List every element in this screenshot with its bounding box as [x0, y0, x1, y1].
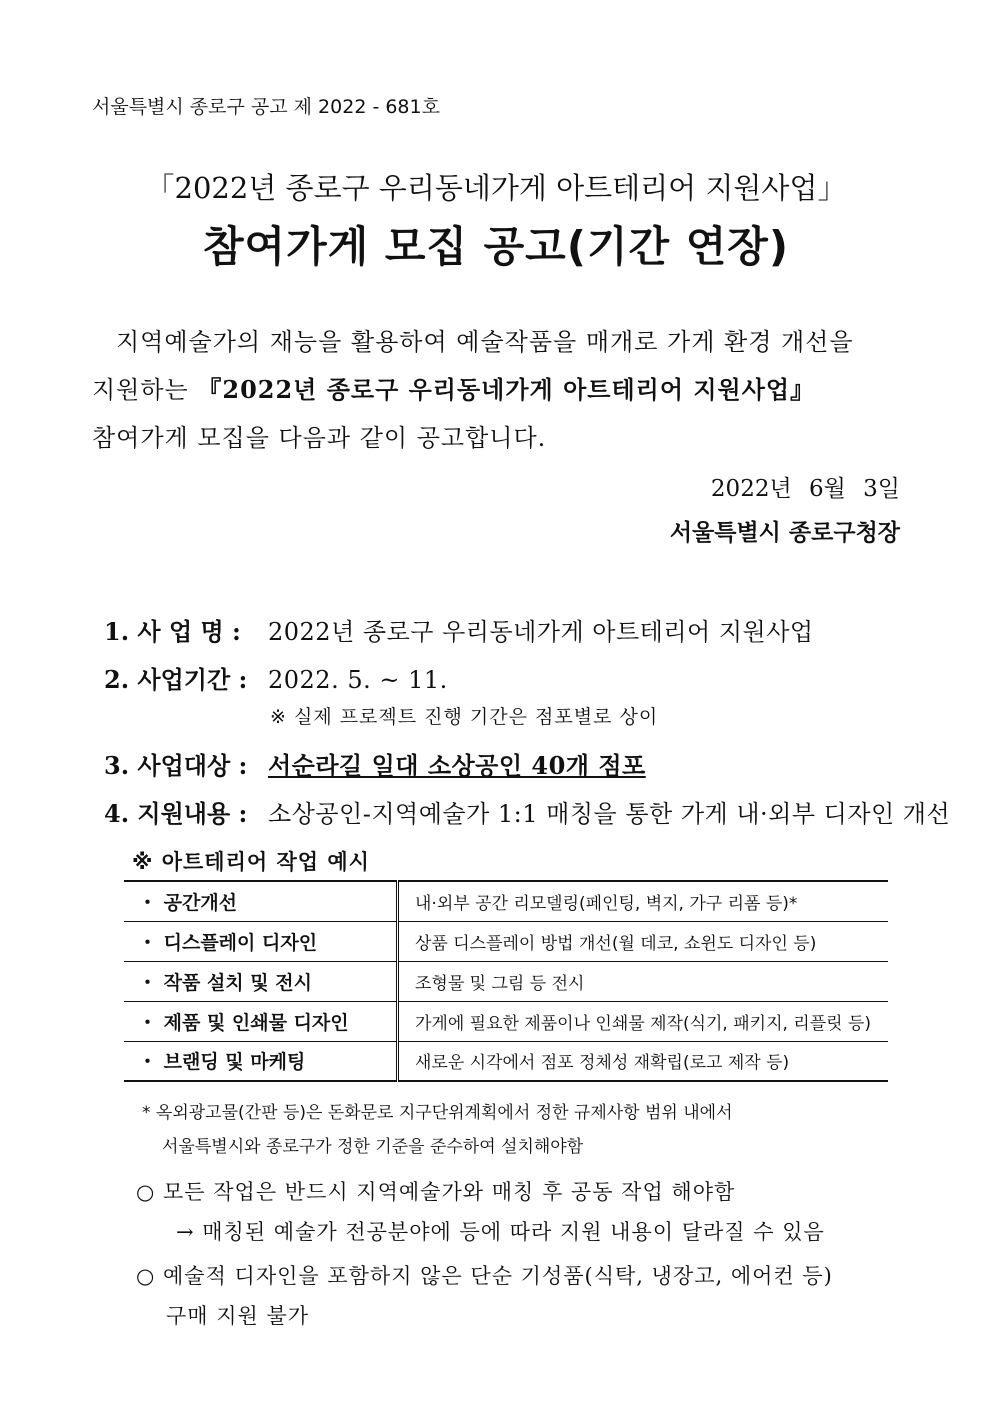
item-project-name: [104, 612, 814, 647]
note-readymade-excluded-cont: 구매 지원 불가: [166, 1304, 310, 1328]
example-detail: 가게에 필요한 제품이나 인쇄물 제작(식기, 패키지, 리플릿 등): [398, 1001, 889, 1041]
item-label: 2. 사업기간 :: [104, 665, 248, 694]
example-category: ・ 공간개선: [124, 881, 398, 921]
example-category: ・ 브랜딩 및 마케팅: [124, 1041, 398, 1081]
example-table: [124, 880, 888, 1082]
example-detail: 상품 디스플레이 방법 개선(월 데코, 쇼윈도 디자인 등): [398, 921, 889, 961]
item-value: 2022년 종로구 우리동네가게 아트테리어 지원사업: [268, 618, 814, 646]
intro-line-2: [92, 370, 815, 405]
table-row: [124, 1001, 888, 1041]
item-value: 소상공인-지역예술가 1:1 매칭을 통한 가게 내·외부 디자인 개선: [268, 800, 951, 828]
item-support-content: [104, 794, 950, 829]
announcement-date: 2022년 6월 3일: [710, 476, 900, 502]
item-project-period: [104, 660, 448, 695]
example-section-title: ※ 아트테리어 작업 예시: [132, 850, 370, 874]
example-detail: 내·외부 공간 리모델링(페인팅, 벽지, 가구 리폼 등)*: [398, 881, 889, 921]
title-line-1: 「2022년 종로구 우리동네가게 아트테리어 지원사업」: [145, 171, 847, 205]
item-project-target: [104, 746, 646, 781]
example-detail: 조형물 및 그림 등 전시: [398, 961, 889, 1001]
footnote-line-2: 서울특별시와 종로구가 정한 기준을 준수하여 설치해야함: [162, 1137, 584, 1157]
table-row: [124, 921, 888, 961]
table-row: [124, 881, 888, 921]
page-title: 참여가게 모집 공고(기간 연장): [202, 222, 790, 271]
note-readymade-excluded: ○ 예술적 디자인을 포함하지 않은 단순 기성품(식탁, 냉장고, 에어컨 등): [136, 1264, 833, 1288]
example-category: ・ 디스플레이 디자인: [124, 921, 398, 961]
period-note: ※ 실제 프로젝트 진행 기간은 점포별로 상이: [270, 706, 659, 728]
intro-project-name: 『2022년 종로구 우리동네가게 아트테리어 지원사업』: [197, 375, 816, 404]
intro-line-2-prefix: 지원하는: [92, 376, 198, 404]
table-row: [124, 961, 888, 1001]
notice-number: 서울특별시 종로구 공고 제 2022 - 681호: [92, 96, 440, 118]
example-detail: 새로운 시각에서 점포 정체성 재확립(로고 제작 등): [398, 1041, 889, 1081]
example-category: ・ 작품 설치 및 전시: [124, 961, 398, 1001]
item-label: 4. 지원내용 :: [104, 799, 248, 828]
issuer-name: 서울특별시 종로구청장: [669, 519, 900, 546]
item-label: 3. 사업대상 :: [104, 751, 248, 780]
intro-line-1: 지역예술가의 재능을 활용하여 예술작품을 매개로 가게 환경 개선을: [116, 328, 854, 356]
table-row: [124, 1041, 888, 1081]
intro-line-3: 참여가게 모집을 다음과 같이 공고합니다.: [92, 424, 547, 452]
note-matching-required: ○ 모든 작업은 반드시 지역예술가와 매칭 후 공동 작업 해야함: [136, 1180, 736, 1204]
item-label: 1. 사 업 명 :: [104, 617, 241, 646]
note-support-varies: → 매칭된 예술가 전공분야에 등에 따라 지원 내용이 달라질 수 있음: [176, 1220, 825, 1244]
example-category: ・ 제품 및 인쇄물 디자인: [124, 1001, 398, 1041]
item-value: 2022. 5. ~ 11.: [268, 666, 448, 694]
item-value: 서순라길 일대 소상공인 40개 점포: [268, 751, 646, 780]
footnote-line-1: * 옥외광고물(간판 등)은 돈화문로 지구단위계획에서 정한 규제사항 범위 내에서: [142, 1103, 733, 1123]
